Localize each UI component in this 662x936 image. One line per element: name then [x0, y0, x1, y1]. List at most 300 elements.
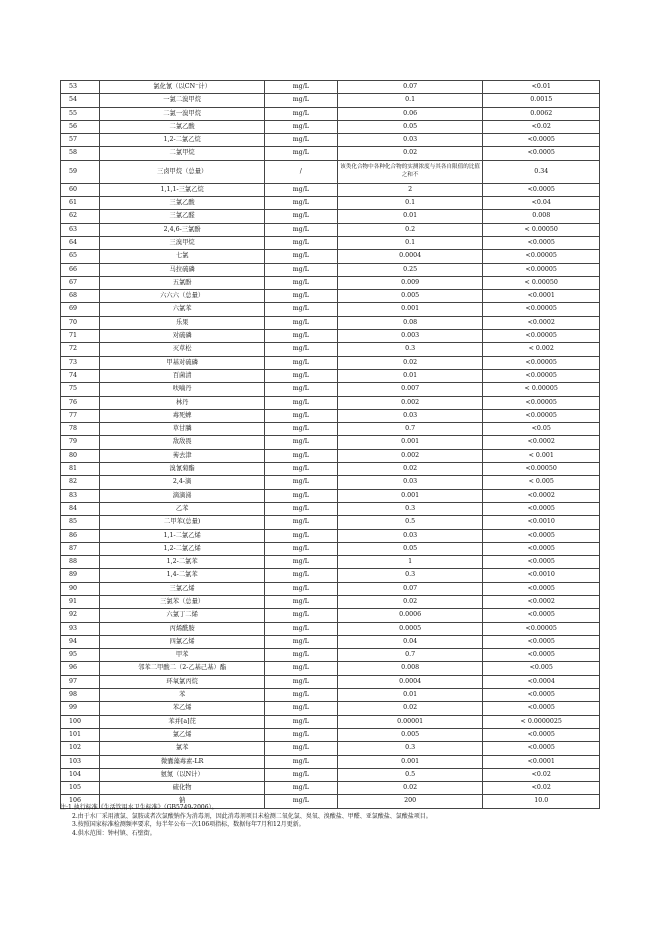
- table-row: [61, 81, 600, 94]
- limit-value-cell: 0.1: [337, 94, 483, 107]
- test-result-cell: 10.0: [483, 795, 600, 808]
- row-number-cell: 81: [61, 463, 100, 476]
- indicator-name-cell: 三卤甲烷（总量）: [100, 160, 265, 183]
- test-result-cell: <0.0005: [483, 742, 600, 755]
- test-result-cell: <0.00005: [483, 622, 600, 635]
- table-row: [61, 197, 600, 210]
- indicator-name-cell: 五氯酚: [100, 276, 265, 289]
- test-result-cell: < 0.0000025: [483, 715, 600, 728]
- row-number-cell: 88: [61, 556, 100, 569]
- table-row: [61, 782, 600, 795]
- limit-value-cell: 0.001: [337, 303, 483, 316]
- table-row: [61, 223, 600, 236]
- unit-cell: mg/L: [264, 728, 337, 741]
- limit-value-cell: 0.02: [337, 463, 483, 476]
- test-result-cell: <0.00005: [483, 396, 600, 409]
- limit-value-cell: 0.02: [337, 595, 483, 608]
- indicator-name-cell: 三氯苯（总量）: [100, 595, 265, 608]
- water-quality-table: [60, 80, 600, 809]
- table-row: [61, 316, 600, 329]
- row-number-cell: 64: [61, 236, 100, 249]
- test-result-cell: <0.02: [483, 782, 600, 795]
- row-number-cell: 62: [61, 210, 100, 223]
- table-row: [61, 755, 600, 768]
- test-result-cell: 0.008: [483, 210, 600, 223]
- unit-cell: mg/L: [264, 183, 337, 196]
- table-row: [61, 516, 600, 529]
- indicator-name-cell: 苯乙烯: [100, 702, 265, 715]
- limit-value-cell: 0.002: [337, 449, 483, 462]
- table-row: [61, 728, 600, 741]
- test-result-cell: <0.0005: [483, 702, 600, 715]
- indicator-name-cell: 三氯乙烯: [100, 582, 265, 595]
- unit-cell: mg/L: [264, 250, 337, 263]
- indicator-name-cell: 微囊藻毒素-LR: [100, 755, 265, 768]
- row-number-cell: 84: [61, 502, 100, 515]
- test-result-cell: <0.00005: [483, 250, 600, 263]
- row-number-cell: 65: [61, 250, 100, 263]
- table-row: [61, 635, 600, 648]
- indicator-name-cell: 邻苯二甲酸二（2-乙基己基）酯: [100, 662, 265, 675]
- limit-value-cell: 0.01: [337, 210, 483, 223]
- unit-cell: mg/L: [264, 689, 337, 702]
- row-number-cell: 90: [61, 582, 100, 595]
- unit-cell: mg/L: [264, 303, 337, 316]
- test-result-cell: < 0.00050: [483, 276, 600, 289]
- table-row: [61, 542, 600, 555]
- indicator-name-cell: 二氯乙酸: [100, 120, 265, 133]
- indicator-name-cell: 苯并[a]芘: [100, 715, 265, 728]
- table-row: [61, 649, 600, 662]
- test-result-cell: <0.00005: [483, 409, 600, 422]
- row-number-cell: 87: [61, 542, 100, 555]
- indicator-name-cell: 毒死蜱: [100, 409, 265, 422]
- table-row: [61, 569, 600, 582]
- limit-value-cell: 0.06: [337, 107, 483, 120]
- limit-value-cell: 0.3: [337, 742, 483, 755]
- test-result-cell: <0.00005: [483, 303, 600, 316]
- limit-value-cell: 0.01: [337, 689, 483, 702]
- table-row: [61, 383, 600, 396]
- table-row: [61, 107, 600, 120]
- table-row: [61, 343, 600, 356]
- unit-cell: mg/L: [264, 356, 337, 369]
- row-number-cell: 83: [61, 489, 100, 502]
- indicator-name-cell: 丙烯酰胺: [100, 622, 265, 635]
- table-row: [61, 715, 600, 728]
- indicator-name-cell: 氯苯: [100, 742, 265, 755]
- test-result-cell: <0.02: [483, 120, 600, 133]
- row-number-cell: 54: [61, 94, 100, 107]
- indicator-name-cell: 1,2-二氯苯: [100, 556, 265, 569]
- indicator-name-cell: 苯: [100, 689, 265, 702]
- table-row: [61, 330, 600, 343]
- indicator-name-cell: 三氯乙醛: [100, 210, 265, 223]
- indicator-name-cell: 林丹: [100, 396, 265, 409]
- test-result-cell: <0.0005: [483, 502, 600, 515]
- limit-value-cell: 200: [337, 795, 483, 808]
- row-number-cell: 74: [61, 369, 100, 382]
- unit-cell: mg/L: [264, 502, 337, 515]
- footnote-2: 2.由于水厂采用液氯、氯胺或者次氯酸钠作为消毒剂，因此消毒剂项目未检测二氧化氯、臭氧、溴酸盐、甲醛、亚氯酸盐、氯酸盐项目。: [72, 812, 432, 820]
- table-row: [61, 263, 600, 276]
- test-result-cell: < 0.001: [483, 449, 600, 462]
- row-number-cell: 60: [61, 183, 100, 196]
- row-number-cell: 61: [61, 197, 100, 210]
- table-row: [61, 582, 600, 595]
- table-row: [61, 662, 600, 675]
- test-result-cell: <0.0005: [483, 529, 600, 542]
- test-result-cell: <0.0005: [483, 134, 600, 147]
- test-result-cell: <0.0001: [483, 290, 600, 303]
- table-row: [61, 556, 600, 569]
- unit-cell: mg/L: [264, 210, 337, 223]
- unit-cell: mg/L: [264, 276, 337, 289]
- indicator-name-cell: 七氯: [100, 250, 265, 263]
- unit-cell: mg/L: [264, 236, 337, 249]
- test-result-cell: < 0.005: [483, 476, 600, 489]
- limit-value-cell: 0.3: [337, 502, 483, 515]
- test-result-cell: < 0.002: [483, 343, 600, 356]
- table-row: [61, 134, 600, 147]
- limit-value-cell: 0.002: [337, 396, 483, 409]
- table-row: [61, 120, 600, 133]
- limit-value-cell: 0.1: [337, 236, 483, 249]
- table-row: [61, 290, 600, 303]
- test-result-cell: <0.0005: [483, 183, 600, 196]
- row-number-cell: 58: [61, 147, 100, 160]
- test-result-cell: <0.00005: [483, 330, 600, 343]
- indicator-name-cell: 三溴甲烷: [100, 236, 265, 249]
- unit-cell: mg/L: [264, 369, 337, 382]
- test-result-cell: <0.0005: [483, 728, 600, 741]
- row-number-cell: 75: [61, 383, 100, 396]
- limit-value-cell: 0.1: [337, 197, 483, 210]
- row-number-cell: 70: [61, 316, 100, 329]
- indicator-name-cell: 环氧氯丙烷: [100, 675, 265, 688]
- indicator-name-cell: 1,2-二氯乙烯: [100, 542, 265, 555]
- row-number-cell: 68: [61, 290, 100, 303]
- water-quality-table-body: [61, 81, 600, 809]
- row-number-cell: 92: [61, 609, 100, 622]
- table-row: [61, 476, 600, 489]
- unit-cell: mg/L: [264, 782, 337, 795]
- test-result-cell: < 0.00050: [483, 223, 600, 236]
- indicator-name-cell: 甲基对硫磷: [100, 356, 265, 369]
- row-number-cell: 79: [61, 436, 100, 449]
- unit-cell: mg/L: [264, 768, 337, 781]
- table-row: [61, 768, 600, 781]
- test-result-cell: <0.0005: [483, 542, 600, 555]
- indicator-name-cell: 马拉硫磷: [100, 263, 265, 276]
- row-number-cell: 67: [61, 276, 100, 289]
- row-number-cell: 104: [61, 768, 100, 781]
- row-number-cell: 85: [61, 516, 100, 529]
- limit-value-cell: 0.001: [337, 489, 483, 502]
- test-result-cell: <0.00050: [483, 463, 600, 476]
- indicator-name-cell: 甲苯: [100, 649, 265, 662]
- indicator-name-cell: 滴滴涕: [100, 489, 265, 502]
- unit-cell: mg/L: [264, 556, 337, 569]
- test-result-cell: <0.05: [483, 423, 600, 436]
- limit-value-cell: 0.7: [337, 649, 483, 662]
- unit-cell: mg/L: [264, 742, 337, 755]
- row-number-cell: 69: [61, 303, 100, 316]
- row-number-cell: 82: [61, 476, 100, 489]
- limit-value-cell: 0.2: [337, 223, 483, 236]
- row-number-cell: 95: [61, 649, 100, 662]
- indicator-name-cell: 氨氮（以N计）: [100, 768, 265, 781]
- row-number-cell: 66: [61, 263, 100, 276]
- limit-value-cell: 0.009: [337, 276, 483, 289]
- indicator-name-cell: 对硫磷: [100, 330, 265, 343]
- table-row: [61, 236, 600, 249]
- table-row: [61, 489, 600, 502]
- limit-value-cell: 0.05: [337, 542, 483, 555]
- limit-value-cell: 1: [337, 556, 483, 569]
- limit-value-cell: 0.04: [337, 635, 483, 648]
- test-result-cell: <0.0005: [483, 609, 600, 622]
- test-result-cell: <0.00005: [483, 369, 600, 382]
- table-row: [61, 250, 600, 263]
- unit-cell: mg/L: [264, 449, 337, 462]
- test-result-cell: <0.00005: [483, 356, 600, 369]
- limit-value-cell: 2: [337, 183, 483, 196]
- table-row: [61, 183, 600, 196]
- test-result-cell: <0.0005: [483, 556, 600, 569]
- unit-cell: mg/L: [264, 702, 337, 715]
- test-result-cell: 0.34: [483, 160, 600, 183]
- unit-cell: mg/L: [264, 489, 337, 502]
- test-result-cell: <0.0005: [483, 236, 600, 249]
- limit-value-cell: 0.001: [337, 436, 483, 449]
- test-result-cell: < 0.00005: [483, 383, 600, 396]
- row-number-cell: 103: [61, 755, 100, 768]
- table-row: [61, 423, 600, 436]
- limit-value-cell: 0.07: [337, 582, 483, 595]
- row-number-cell: 76: [61, 396, 100, 409]
- limit-value-cell: 0.0005: [337, 622, 483, 635]
- row-number-cell: 91: [61, 595, 100, 608]
- indicator-name-cell: 乐果: [100, 316, 265, 329]
- table-row: [61, 409, 600, 422]
- indicator-name-cell: 2,4,6-三氯酚: [100, 223, 265, 236]
- test-result-cell: <0.0001: [483, 755, 600, 768]
- table-row: [61, 609, 600, 622]
- row-number-cell: 99: [61, 702, 100, 715]
- unit-cell: /: [264, 160, 337, 183]
- limit-value-cell: 该类化合物中各种化合物的实测浓度与其各自限值的比值之和不: [337, 160, 483, 183]
- indicator-name-cell: 一氯二溴甲烷: [100, 94, 265, 107]
- test-result-cell: <0.02: [483, 768, 600, 781]
- indicator-name-cell: 六氯苯: [100, 303, 265, 316]
- limit-value-cell: 0.25: [337, 263, 483, 276]
- table-row: [61, 356, 600, 369]
- limit-value-cell: 0.01: [337, 369, 483, 382]
- unit-cell: mg/L: [264, 107, 337, 120]
- indicator-name-cell: 二氯一溴甲烷: [100, 107, 265, 120]
- indicator-name-cell: 硫化物: [100, 782, 265, 795]
- unit-cell: mg/L: [264, 795, 337, 808]
- unit-cell: mg/L: [264, 675, 337, 688]
- indicator-name-cell: 氯乙烯: [100, 728, 265, 741]
- limit-value-cell: 0.7: [337, 423, 483, 436]
- table-row: [61, 595, 600, 608]
- indicator-name-cell: 1,4-二氯苯: [100, 569, 265, 582]
- footnote-4: 4.供水范围：钟村镇、石壁街。: [72, 829, 156, 837]
- unit-cell: mg/L: [264, 595, 337, 608]
- row-number-cell: 57: [61, 134, 100, 147]
- footnote-3: 3.按照国家标准检测频率要求，每半年公布一次106项指标，数据每年7月和12月更新。: [72, 821, 305, 829]
- test-result-cell: <0.0010: [483, 569, 600, 582]
- limit-value-cell: 0.05: [337, 120, 483, 133]
- row-number-cell: 77: [61, 409, 100, 422]
- test-result-cell: <0.01: [483, 81, 600, 94]
- row-number-cell: 63: [61, 223, 100, 236]
- unit-cell: mg/L: [264, 582, 337, 595]
- test-result-cell: <0.0002: [483, 595, 600, 608]
- unit-cell: mg/L: [264, 755, 337, 768]
- table-row: [61, 502, 600, 515]
- unit-cell: mg/L: [264, 290, 337, 303]
- table-row: [61, 303, 600, 316]
- unit-cell: mg/L: [264, 81, 337, 94]
- table-row: [61, 529, 600, 542]
- test-result-cell: <0.0005: [483, 649, 600, 662]
- footnotes: [60, 804, 620, 838]
- test-result-cell: <0.0002: [483, 316, 600, 329]
- row-number-cell: 72: [61, 343, 100, 356]
- indicator-name-cell: 乙苯: [100, 502, 265, 515]
- table-row: [61, 742, 600, 755]
- row-number-cell: 53: [61, 81, 100, 94]
- row-number-cell: 80: [61, 449, 100, 462]
- unit-cell: mg/L: [264, 316, 337, 329]
- limit-value-cell: 0.02: [337, 702, 483, 715]
- indicator-name-cell: 二氯甲烷: [100, 147, 265, 160]
- table-row: [61, 210, 600, 223]
- indicator-name-cell: 二甲苯(总量): [100, 516, 265, 529]
- limit-value-cell: 0.001: [337, 755, 483, 768]
- test-result-cell: <0.0005: [483, 689, 600, 702]
- indicator-name-cell: 灭草松: [100, 343, 265, 356]
- test-result-cell: <0.0002: [483, 489, 600, 502]
- limit-value-cell: 0.3: [337, 343, 483, 356]
- test-result-cell: <0.04: [483, 197, 600, 210]
- row-number-cell: 89: [61, 569, 100, 582]
- row-number-cell: 59: [61, 160, 100, 183]
- unit-cell: mg/L: [264, 263, 337, 276]
- test-result-cell: <0.0004: [483, 675, 600, 688]
- limit-value-cell: 0.5: [337, 516, 483, 529]
- indicator-name-cell: 六六六（总量）: [100, 290, 265, 303]
- row-number-cell: 55: [61, 107, 100, 120]
- unit-cell: mg/L: [264, 396, 337, 409]
- unit-cell: mg/L: [264, 223, 337, 236]
- table-row: [61, 622, 600, 635]
- unit-cell: mg/L: [264, 715, 337, 728]
- unit-cell: mg/L: [264, 409, 337, 422]
- unit-cell: mg/L: [264, 622, 337, 635]
- limit-value-cell: 0.5: [337, 768, 483, 781]
- row-number-cell: 94: [61, 635, 100, 648]
- indicator-name-cell: 六氯丁二烯: [100, 609, 265, 622]
- indicator-name-cell: 氯化氰（以CN⁻计）: [100, 81, 265, 94]
- row-number-cell: 105: [61, 782, 100, 795]
- table-row: [61, 94, 600, 107]
- test-result-cell: <0.0010: [483, 516, 600, 529]
- limit-value-cell: 0.0004: [337, 675, 483, 688]
- unit-cell: mg/L: [264, 423, 337, 436]
- row-number-cell: 101: [61, 728, 100, 741]
- indicator-name-cell: 三氯乙酸: [100, 197, 265, 210]
- limit-value-cell: 0.08: [337, 316, 483, 329]
- unit-cell: mg/L: [264, 649, 337, 662]
- limit-value-cell: 0.02: [337, 356, 483, 369]
- test-result-cell: <0.0005: [483, 582, 600, 595]
- unit-cell: mg/L: [264, 635, 337, 648]
- limit-value-cell: 0.00001: [337, 715, 483, 728]
- test-result-cell: 0.0062: [483, 107, 600, 120]
- indicator-name-cell: 敌敌畏: [100, 436, 265, 449]
- unit-cell: mg/L: [264, 569, 337, 582]
- unit-cell: mg/L: [264, 542, 337, 555]
- row-number-cell: 100: [61, 715, 100, 728]
- table-row: [61, 369, 600, 382]
- limit-value-cell: 0.0006: [337, 609, 483, 622]
- limit-value-cell: 0.07: [337, 81, 483, 94]
- test-result-cell: <0.00005: [483, 263, 600, 276]
- row-number-cell: 98: [61, 689, 100, 702]
- indicator-name-cell: 1,1,1-三氯乙烷: [100, 183, 265, 196]
- test-result-cell: <0.005: [483, 662, 600, 675]
- row-number-cell: 78: [61, 423, 100, 436]
- unit-cell: mg/L: [264, 134, 337, 147]
- limit-value-cell: 0.005: [337, 290, 483, 303]
- row-number-cell: 96: [61, 662, 100, 675]
- row-number-cell: 86: [61, 529, 100, 542]
- table-row: [61, 147, 600, 160]
- row-number-cell: 73: [61, 356, 100, 369]
- limit-value-cell: 0.007: [337, 383, 483, 396]
- row-number-cell: 93: [61, 622, 100, 635]
- limit-value-cell: 0.008: [337, 662, 483, 675]
- row-number-cell: 97: [61, 675, 100, 688]
- indicator-name-cell: 莠去津: [100, 449, 265, 462]
- test-result-cell: <0.0002: [483, 436, 600, 449]
- unit-cell: mg/L: [264, 330, 337, 343]
- table-row: [61, 396, 600, 409]
- indicator-name-cell: 1,1-二氯乙烯: [100, 529, 265, 542]
- footnote-1: 注:1.执行标准《生活饮用水卫生标准》（GB5749-2006）。: [60, 804, 218, 811]
- unit-cell: mg/L: [264, 476, 337, 489]
- limit-value-cell: 0.005: [337, 728, 483, 741]
- unit-cell: mg/L: [264, 197, 337, 210]
- unit-cell: mg/L: [264, 147, 337, 160]
- unit-cell: mg/L: [264, 529, 337, 542]
- table-row: [61, 160, 600, 183]
- unit-cell: mg/L: [264, 436, 337, 449]
- row-number-cell: 56: [61, 120, 100, 133]
- limit-value-cell: 0.03: [337, 409, 483, 422]
- test-result-cell: <0.0005: [483, 147, 600, 160]
- unit-cell: mg/L: [264, 463, 337, 476]
- table-row: [61, 449, 600, 462]
- table-row: [61, 463, 600, 476]
- unit-cell: mg/L: [264, 120, 337, 133]
- limit-value-cell: 0.02: [337, 147, 483, 160]
- table-row: [61, 276, 600, 289]
